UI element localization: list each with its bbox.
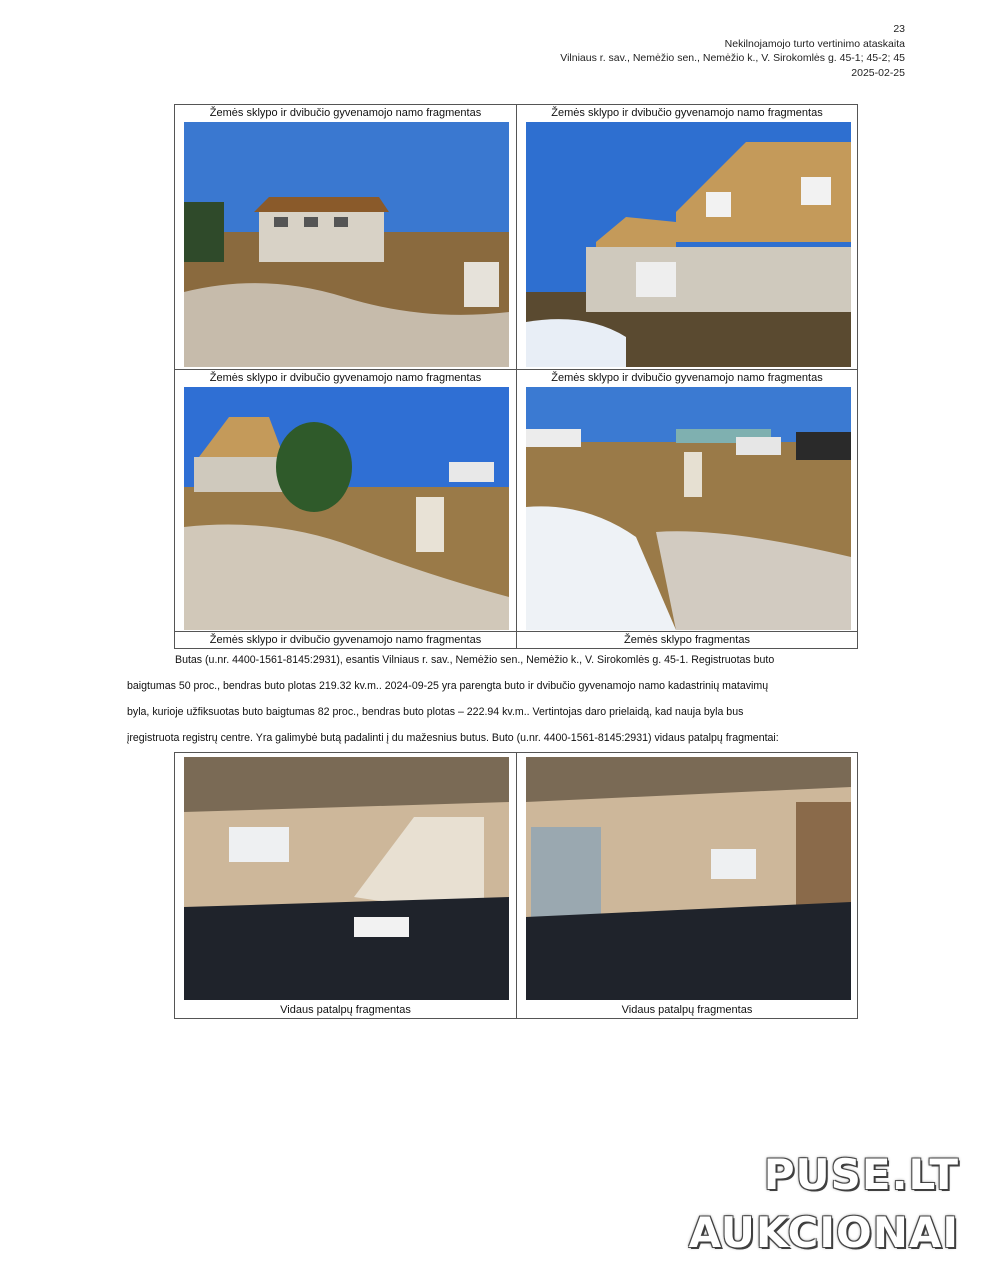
paragraph-line: Butas (u.nr. 4400-1561-8145:2931), esantis Vilniaus r. sav., Nemėžio sen., Nemėžio k., V. Sirokomlės g. 45-1. Registruotas buto xyxy=(175,654,775,666)
description-paragraph xyxy=(127,647,854,751)
paragraph-line: įregistruota registrų centre. Yra galimybė butą padalinti į du mažesnius butus. Buto (u.nr. 4400-1561-8145:2931) vidaus patalpų fragmentai: xyxy=(127,732,779,744)
photo-cell xyxy=(174,104,517,370)
photo-caption: Žemės sklypo ir dvibučio gyvenamojo namo fragmentas xyxy=(209,634,482,646)
page-number: 23 xyxy=(893,23,905,35)
report-date: 2025-02-25 xyxy=(851,66,905,79)
photo-caption: Vidaus patalpų fragmentas xyxy=(280,1004,411,1016)
photo-caption: Žemės sklypo ir dvibučio gyvenamojo namo fragmentas xyxy=(209,372,482,384)
photo-caption: Vidaus patalpų fragmentas xyxy=(621,1004,753,1016)
photo-caption: Žemės sklypo ir dvibučio gyvenamojo namo fragmentas xyxy=(209,107,482,119)
exterior-photo xyxy=(526,122,851,367)
photo-cell xyxy=(516,752,858,1019)
paragraph-line: byla, kurioje užfiksuotas buto baigtumas 82 proc., bendras buto plotas – 222.94 kv.m.. Vertintojas daro prielaidą, kad nauja byla bus xyxy=(127,706,744,718)
photo-cell xyxy=(174,752,517,1019)
exterior-photo xyxy=(184,387,509,630)
paragraph-line: baigtumas 50 proc., bendras buto plotas 219.32 kv.m.. 2024-09-25 yra parengta buto ir dvibučio gyvenamojo namo kadastrinių matavimų xyxy=(127,680,769,692)
photo-caption: Žemės sklypo ir dvibučio gyvenamojo namo fragmentas xyxy=(551,107,823,119)
watermark-line-2: AUKCIONAI xyxy=(688,1208,959,1257)
exterior-photo xyxy=(184,122,509,367)
photo-caption: Žemės sklypo fragmentas xyxy=(624,634,750,646)
report-title: Nekilnojamojo turto vertinimo ataskaita xyxy=(724,37,905,50)
interior-photo xyxy=(184,757,509,1000)
interior-photo xyxy=(526,757,851,1000)
photo-caption: Žemės sklypo ir dvibučio gyvenamojo namo fragmentas xyxy=(551,372,823,384)
page-header xyxy=(560,22,905,80)
watermark-line-1: PUSE.LT xyxy=(763,1150,959,1199)
photo-cell xyxy=(516,104,858,370)
exterior-photo xyxy=(526,387,851,630)
property-address: Vilniaus r. sav., Nemėžio sen., Nemėžio k., V. Sirokomlės g. 45-1; 45-2; 45 xyxy=(560,52,905,64)
photo-cell xyxy=(174,369,517,632)
photo-cell xyxy=(516,369,858,632)
